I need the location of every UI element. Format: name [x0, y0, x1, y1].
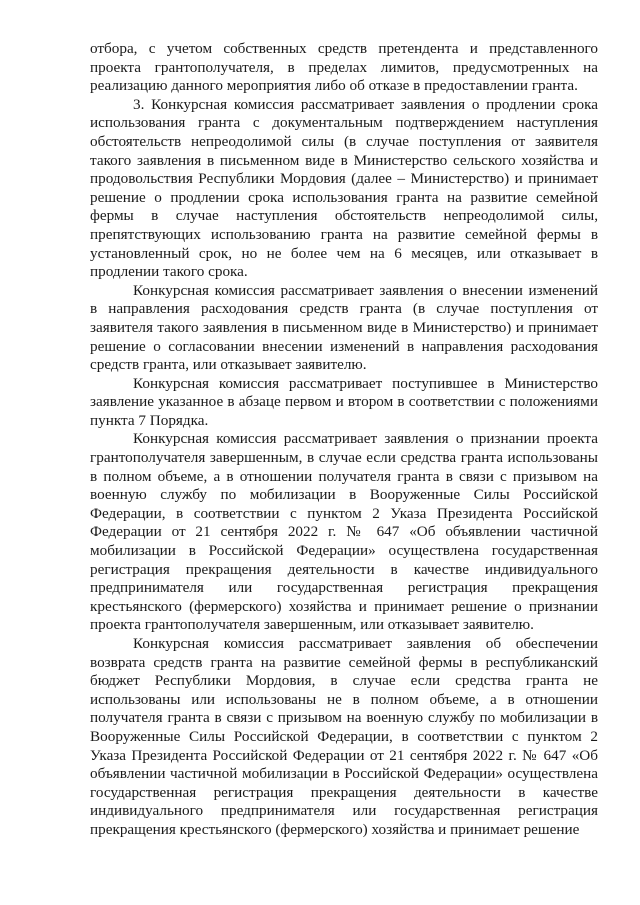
- paragraph-changes: Конкурсная комиссия рассматривает заявления о внесении изменений в направления расходования средств гранта (в случае поступления от заявителя такого заявления в письменном виде в Министерство) и принимает решение о согласовании внесении изменений в направления расходования средств гранта, или отказывает заявителю.: [90, 281, 598, 374]
- document-page: [90, 40, 598, 840]
- paragraph-ministry: Конкурсная комиссия рассматривает поступившее в Министерство заявление указанное в абзаце первом и втором в соответствии с положениями пункта 7 Порядка.: [90, 374, 598, 429]
- paragraph-refund: Конкурсная комиссия рассматривает заявления об обеспечении возврата средств гранта на развитие семейной фермы в республиканский бюджет Республики Мордовия, в случае если средства гранта не использованы или использованы не в полном объеме, а в отношении получателя гранта в связи с призывом на военную службу по мобилизации в Вооруженные Силы Российской Федерации, в соответствии с пунктом 2 Указа Президента Российской Федерации от 21 сентября 2022 г. № 647 «Об объявлении частичной мобилизации в Российской Федерации» осуществлена государственная регистрация прекращения деятельности в качестве индивидуального предпринимателя или государственная регистрация прекращения крестьянского (фермерского) хозяйства и принимает решение: [90, 635, 598, 838]
- paragraph-continuation: отбора, с учетом собственных средств претендента и представленного проекта грантополучателя, в пределах лимитов, предусмотренных на реализацию данного мероприятия либо об отказе в предоставлении гранта.: [90, 40, 598, 95]
- paragraph-item-3: 3. Конкурсная комиссия рассматривает заявления о продлении срока использования гранта с документальным подтверждением наступления обстоятельств непреодолимой силы (в случае поступления от заявителя такого заявления в письменном виде в Министерство сельского хозяйства и продовольствия Республики Мордовия (далее – Министерство) и принимает решение о продлении срока использования гранта на развитие семейной фермы в случае наступления обстоятельств непреодолимой силы, препятствующих использованию гранта на развитие семейной фермы в установленный срок, но не более чем на 6 месяцев, или отказывает в продлении такого срока.: [90, 95, 598, 281]
- paragraph-completion: Конкурсная комиссия рассматривает заявления о признании проекта грантополучателя завершенным, в случае если средства гранта использованы в полном объеме, а в отношении получателя гранта в связи с призывом на военную службу по мобилизации в Вооруженные Силы Российской Федерации, в соответствии с пунктом 2 Указа Президента Российской Федерации от 21 сентября 2022 г. № 647 «Об объявлении частичной мобилизации в Российской Федерации» осуществлена государственная регистрация прекращения деятельности в качестве индивидуального предпринимателя или государственная регистрация прекращения крестьянского (фермерского) хозяйства и принимает решение о признании проекта грантополучателя завершенным, или отказывает заявителю.: [90, 430, 598, 634]
